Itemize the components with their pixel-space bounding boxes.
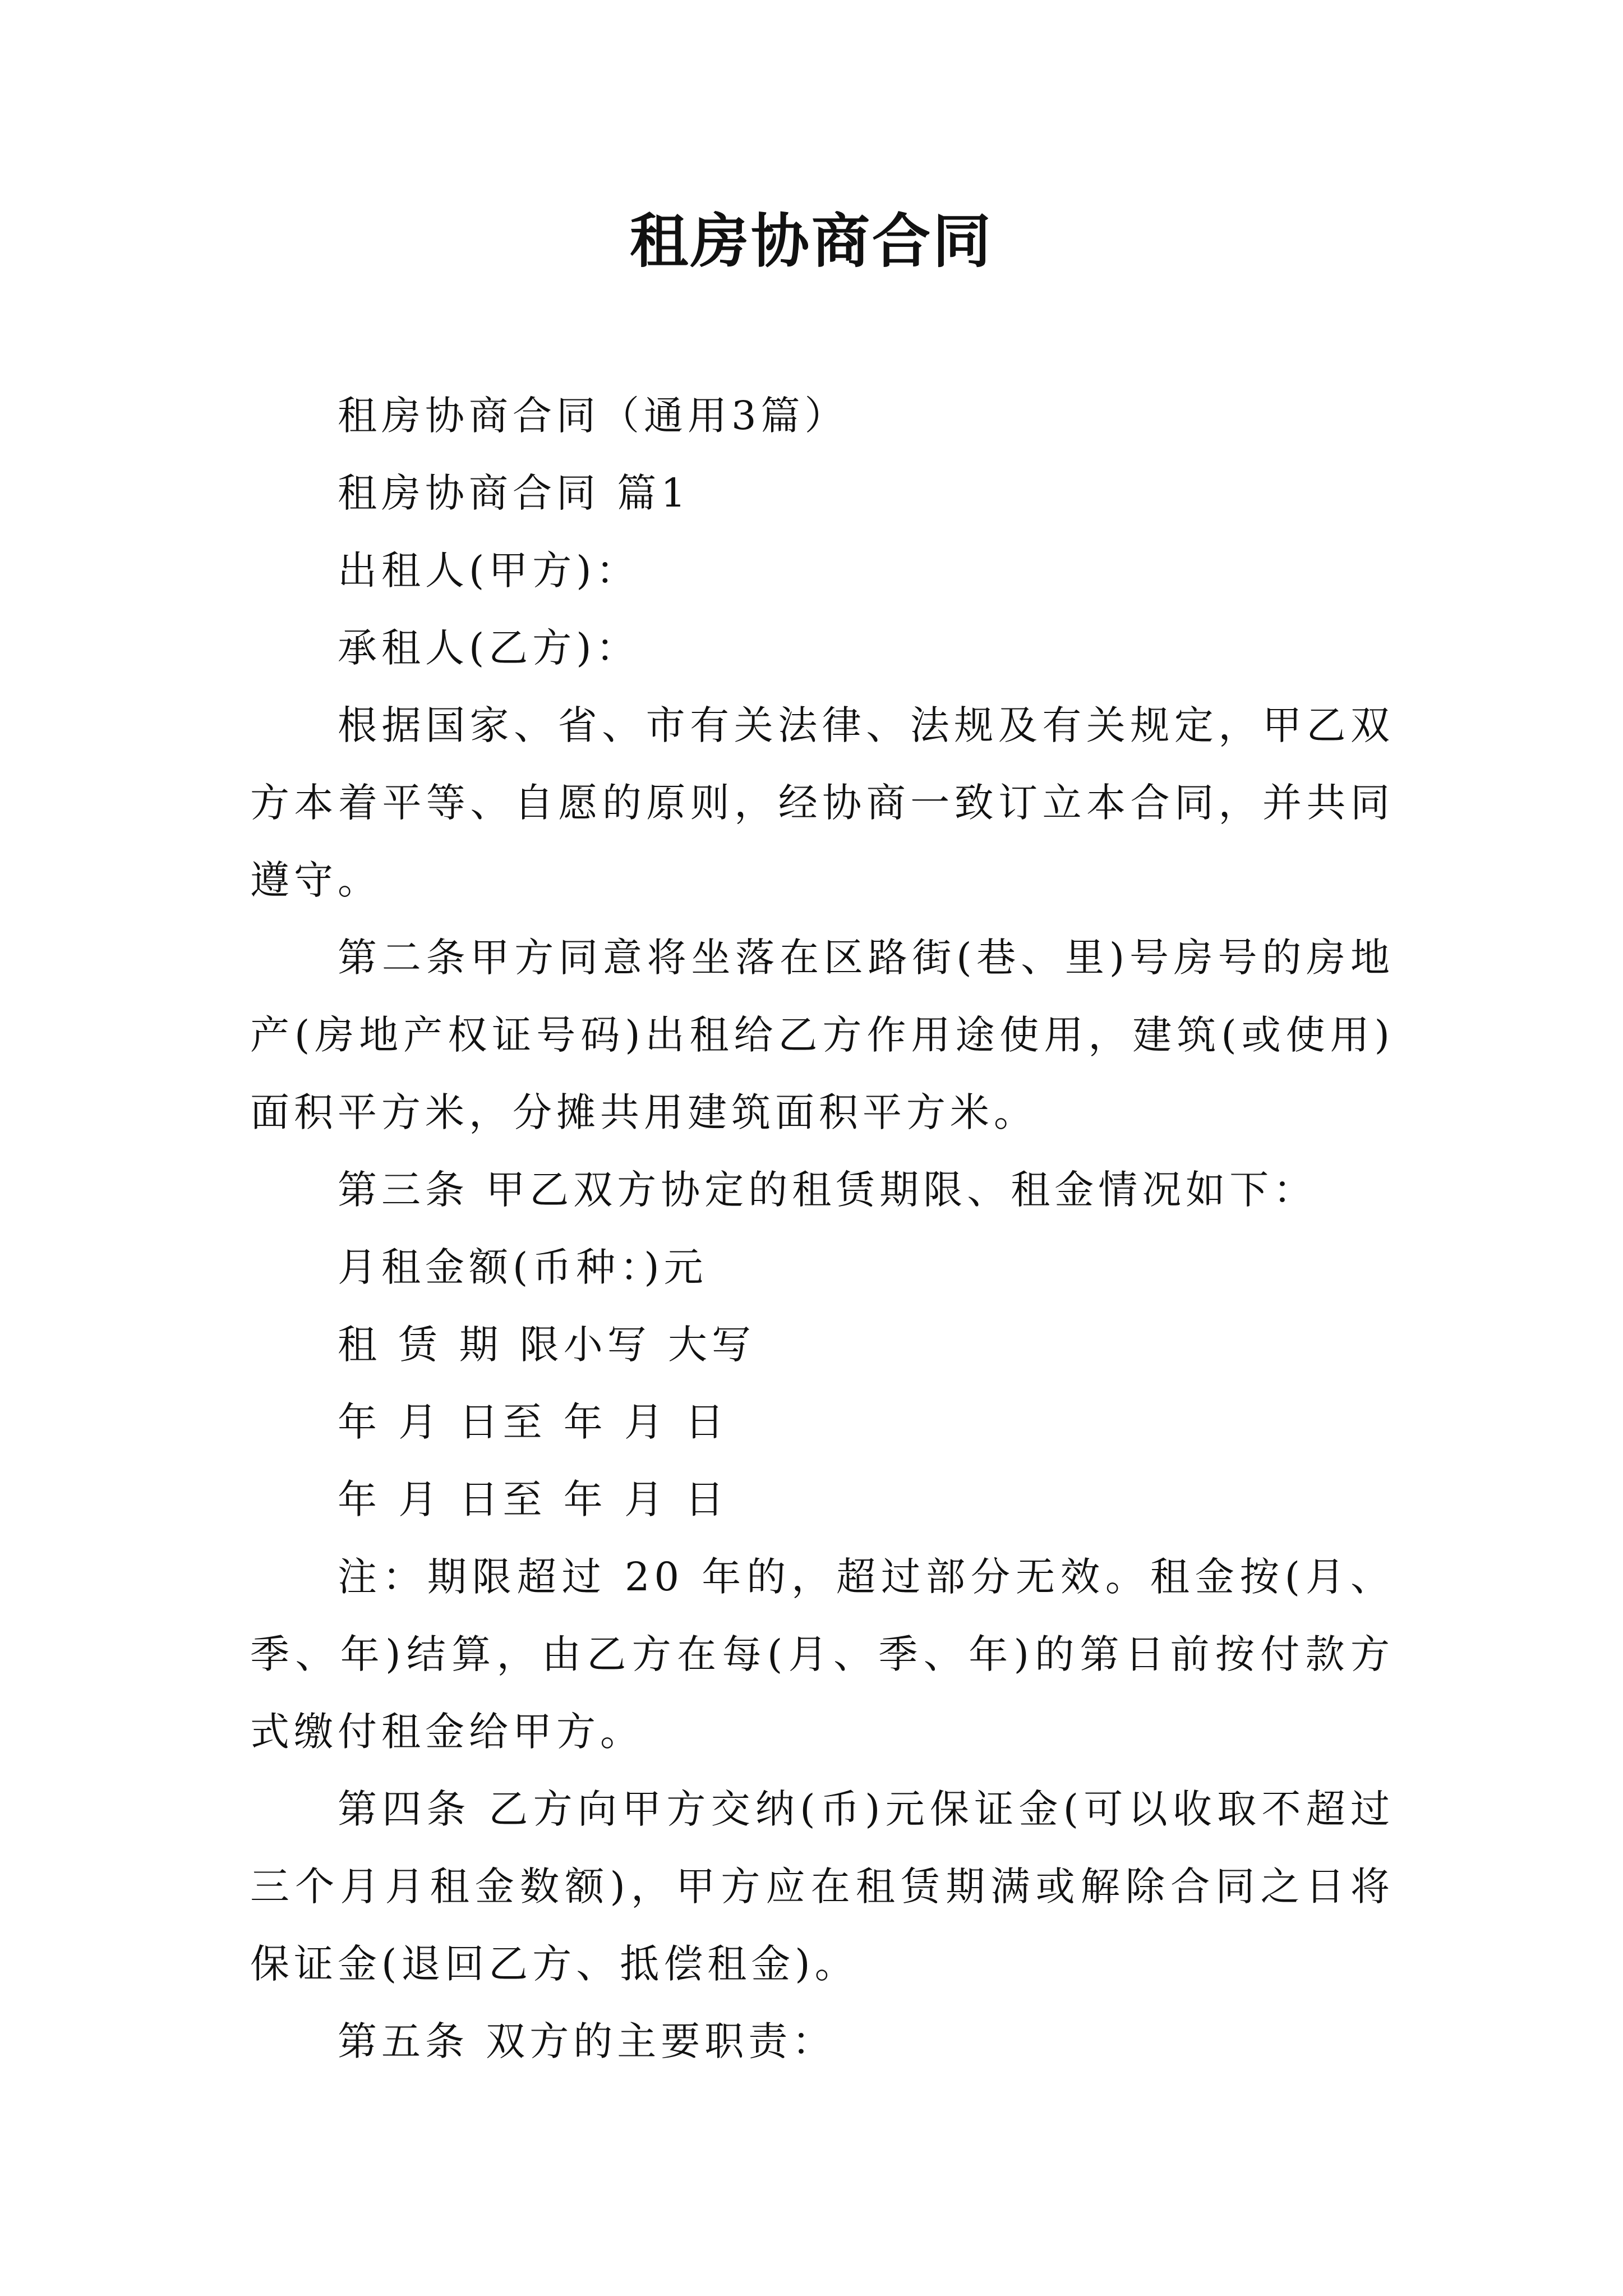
paragraph-note: 注：期限超过 20 年的，超过部分无效。租金按(月、季、年)结算，由乙方在每(月、季、年)的第日前按付款方式缴付租金给甲方。	[250, 1554, 1394, 1755]
paragraph-monthly-rent: 月租金额(币种：)元	[338, 1244, 708, 1290]
paragraph-lease-term-header: 租 赁 期 限小写 大写	[338, 1322, 756, 1368]
paragraph-article-2: 第二条甲方同意将坐落在区路街(巷、里)号房号的房地产(房地产权证号码)出租给乙方作用途使用，建筑(或使用)面积平方米，分摊共用建筑面积平方米。	[250, 935, 1394, 1135]
paragraph-section-heading: 租房协商合同 篇1	[338, 470, 690, 516]
paragraph-preamble: 根据国家、省、市有关法律、法规及有关规定，甲乙双方本着平等、自愿的原则，经协商一致订立本合同，并共同遵守。	[250, 702, 1394, 903]
document-title: 租房协商合同	[629, 206, 993, 275]
paragraph-article-5: 第五条 双方的主要职责：	[338, 2018, 836, 2064]
paragraph-article-4: 第四条 乙方向甲方交纳(币)元保证金(可以收取不超过三个月月租金数额)，甲方应在租赁期满或解除合同之日将保证金(退回乙方、抵偿租金)。	[250, 1786, 1394, 1987]
paragraph-lease-term-row-2: 年 月 日至 年 月 日	[338, 1476, 729, 1522]
paragraph-lessor: 出租人(甲方)：	[338, 547, 640, 593]
paragraph-lessee: 承租人(乙方)：	[338, 625, 640, 671]
paragraph-article-3: 第三条 甲乙双方协定的租赁期限、租金情况如下：	[338, 1167, 1317, 1213]
paragraph-subtitle: 租房协商合同（通用3篇）	[338, 393, 849, 439]
paragraph-lease-term-row-1: 年 月 日至 年 月 日	[338, 1399, 729, 1445]
document-body	[250, 377, 1394, 2080]
